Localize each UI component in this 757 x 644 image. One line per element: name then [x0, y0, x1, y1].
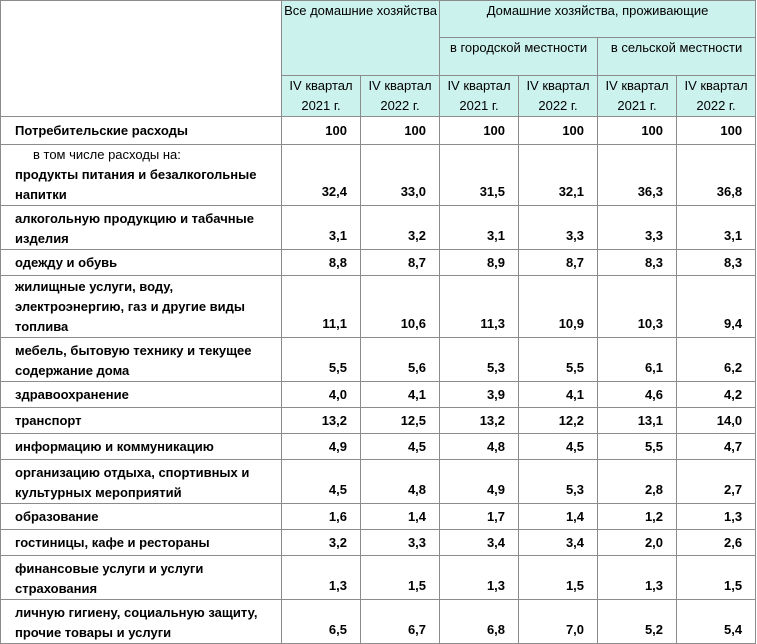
- cell-value: 4,1: [361, 382, 440, 408]
- header-period: IV квартал 2021 г.: [598, 76, 677, 117]
- row-label: личную гигиену, социальную защиту, прочие товары и услуги: [1, 600, 282, 644]
- cell-value: 7,0: [519, 600, 598, 644]
- cell-value: 6,5: [282, 600, 361, 644]
- cell-value: 8,9: [440, 250, 519, 276]
- cell-value: 4,1: [519, 382, 598, 408]
- row-label: организацию отдыха, спортивных и культурных мероприятий: [1, 460, 282, 504]
- row-label: жилищные услуги, воду, электроэнергию, газ и другие виды топлива: [1, 276, 282, 338]
- cell-value: 4,0: [282, 382, 361, 408]
- cell-value: 100: [677, 117, 756, 145]
- cell-value: 11,3: [440, 276, 519, 338]
- cell-value: 8,8: [282, 250, 361, 276]
- table-row: [1, 382, 756, 408]
- cell-value: 3,3: [519, 206, 598, 250]
- table-row: [1, 460, 756, 504]
- table-row: [1, 250, 756, 276]
- cell-value: 3,2: [282, 530, 361, 556]
- cell-value: 4,7: [677, 434, 756, 460]
- table-row: [1, 504, 756, 530]
- table-row: [1, 556, 756, 600]
- cell-value: 10,6: [361, 276, 440, 338]
- cell-value: 32,1: [519, 145, 598, 206]
- cell-value: 1,4: [361, 504, 440, 530]
- cell-value: 13,2: [440, 408, 519, 434]
- cell-value: 3,1: [677, 206, 756, 250]
- cell-value: 2,6: [677, 530, 756, 556]
- cell-value: 14,0: [677, 408, 756, 434]
- cell-value: 1,5: [677, 556, 756, 600]
- cell-value: 3,2: [361, 206, 440, 250]
- row-label: Потребительские расходы: [1, 117, 282, 145]
- header-urban: в городской местности: [440, 38, 598, 76]
- cell-value: 1,3: [282, 556, 361, 600]
- row-label: информацию и коммуникацию: [1, 434, 282, 460]
- header-period: IV квартал 2022 г.: [677, 76, 756, 117]
- cell-value: 5,5: [519, 338, 598, 382]
- header-period: IV квартал 2022 г.: [519, 76, 598, 117]
- cell-value: 6,1: [598, 338, 677, 382]
- cell-value: 33,0: [361, 145, 440, 206]
- cell-value: 12,5: [361, 408, 440, 434]
- table-row: [1, 338, 756, 382]
- cell-value: 1,5: [361, 556, 440, 600]
- table-row: [1, 276, 756, 338]
- header-period: IV квартал 2022 г.: [361, 76, 440, 117]
- cell-value: 1,5: [519, 556, 598, 600]
- table-row: [1, 117, 756, 145]
- cell-value: 1,3: [677, 504, 756, 530]
- cell-value: 4,9: [440, 460, 519, 504]
- cell-value: 31,5: [440, 145, 519, 206]
- cell-value: 3,4: [440, 530, 519, 556]
- row-sublabel: в том числе расходы на:: [33, 147, 181, 162]
- cell-value: 5,6: [361, 338, 440, 382]
- row-label: образование: [1, 504, 282, 530]
- header-period: IV квартал 2021 г.: [282, 76, 361, 117]
- header-all-households: Все домашние хозяйства: [282, 1, 440, 76]
- cell-value: 100: [519, 117, 598, 145]
- cell-value: 4,8: [440, 434, 519, 460]
- cell-value: 8,3: [677, 250, 756, 276]
- cell-value: 100: [282, 117, 361, 145]
- cell-value: 3,1: [282, 206, 361, 250]
- cell-value: 4,6: [598, 382, 677, 408]
- row-label-text: продукты питания и безалкогольные напитки: [15, 167, 257, 202]
- cell-value: 6,7: [361, 600, 440, 644]
- cell-value: 8,3: [598, 250, 677, 276]
- cell-value: 36,3: [598, 145, 677, 206]
- cell-value: 3,9: [440, 382, 519, 408]
- cell-value: 5,3: [519, 460, 598, 504]
- header-period: IV квартал 2021 г.: [440, 76, 519, 117]
- cell-value: 1,4: [519, 504, 598, 530]
- table-row: [1, 408, 756, 434]
- cell-value: 12,2: [519, 408, 598, 434]
- cell-value: 4,5: [519, 434, 598, 460]
- cell-value: 32,4: [282, 145, 361, 206]
- cell-value: 9,4: [677, 276, 756, 338]
- cell-value: 8,7: [519, 250, 598, 276]
- cell-value: 4,2: [677, 382, 756, 408]
- cell-value: 4,8: [361, 460, 440, 504]
- row-label: [1, 145, 282, 206]
- table-row: [1, 600, 756, 644]
- row-label: мебель, бытовую технику и текущее содержание дома: [1, 338, 282, 382]
- cell-value: 4,5: [282, 460, 361, 504]
- table-row: [1, 530, 756, 556]
- table-row: [1, 434, 756, 460]
- cell-value: 8,7: [361, 250, 440, 276]
- cell-value: 100: [598, 117, 677, 145]
- cell-value: 4,9: [282, 434, 361, 460]
- row-label: здравоохранение: [1, 382, 282, 408]
- cell-value: 13,1: [598, 408, 677, 434]
- cell-value: 6,8: [440, 600, 519, 644]
- cell-value: 2,0: [598, 530, 677, 556]
- cell-value: 5,4: [677, 600, 756, 644]
- row-label: гостиницы, кафе и рестораны: [1, 530, 282, 556]
- cell-value: 36,8: [677, 145, 756, 206]
- row-label: одежду и обувь: [1, 250, 282, 276]
- cell-value: 5,3: [440, 338, 519, 382]
- cell-value: 1,2: [598, 504, 677, 530]
- cell-value: 5,5: [598, 434, 677, 460]
- table-row: [1, 206, 756, 250]
- cell-value: 1,3: [598, 556, 677, 600]
- header-rural: в сельской местности: [598, 38, 756, 76]
- cell-value: 2,7: [677, 460, 756, 504]
- cell-value: 3,4: [519, 530, 598, 556]
- row-label: транспорт: [1, 408, 282, 434]
- cell-value: 5,2: [598, 600, 677, 644]
- cell-value: 3,3: [361, 530, 440, 556]
- cell-value: 3,3: [598, 206, 677, 250]
- cell-value: 6,2: [677, 338, 756, 382]
- row-label: алкогольную продукцию и табачные изделия: [1, 206, 282, 250]
- cell-value: 1,7: [440, 504, 519, 530]
- row-label: финансовые услуги и услуги страхования: [1, 556, 282, 600]
- cell-value: 100: [440, 117, 519, 145]
- cell-value: 10,9: [519, 276, 598, 338]
- header-corner: [1, 1, 282, 117]
- table-row: [1, 145, 756, 206]
- cell-value: 2,8: [598, 460, 677, 504]
- cell-value: 1,3: [440, 556, 519, 600]
- cell-value: 100: [361, 117, 440, 145]
- cell-value: 5,5: [282, 338, 361, 382]
- cell-value: 3,1: [440, 206, 519, 250]
- cell-value: 1,6: [282, 504, 361, 530]
- cell-value: 4,5: [361, 434, 440, 460]
- header-households-living: Домашние хозяйства, проживающие: [440, 1, 756, 38]
- cell-value: 13,2: [282, 408, 361, 434]
- cell-value: 11,1: [282, 276, 361, 338]
- cell-value: 10,3: [598, 276, 677, 338]
